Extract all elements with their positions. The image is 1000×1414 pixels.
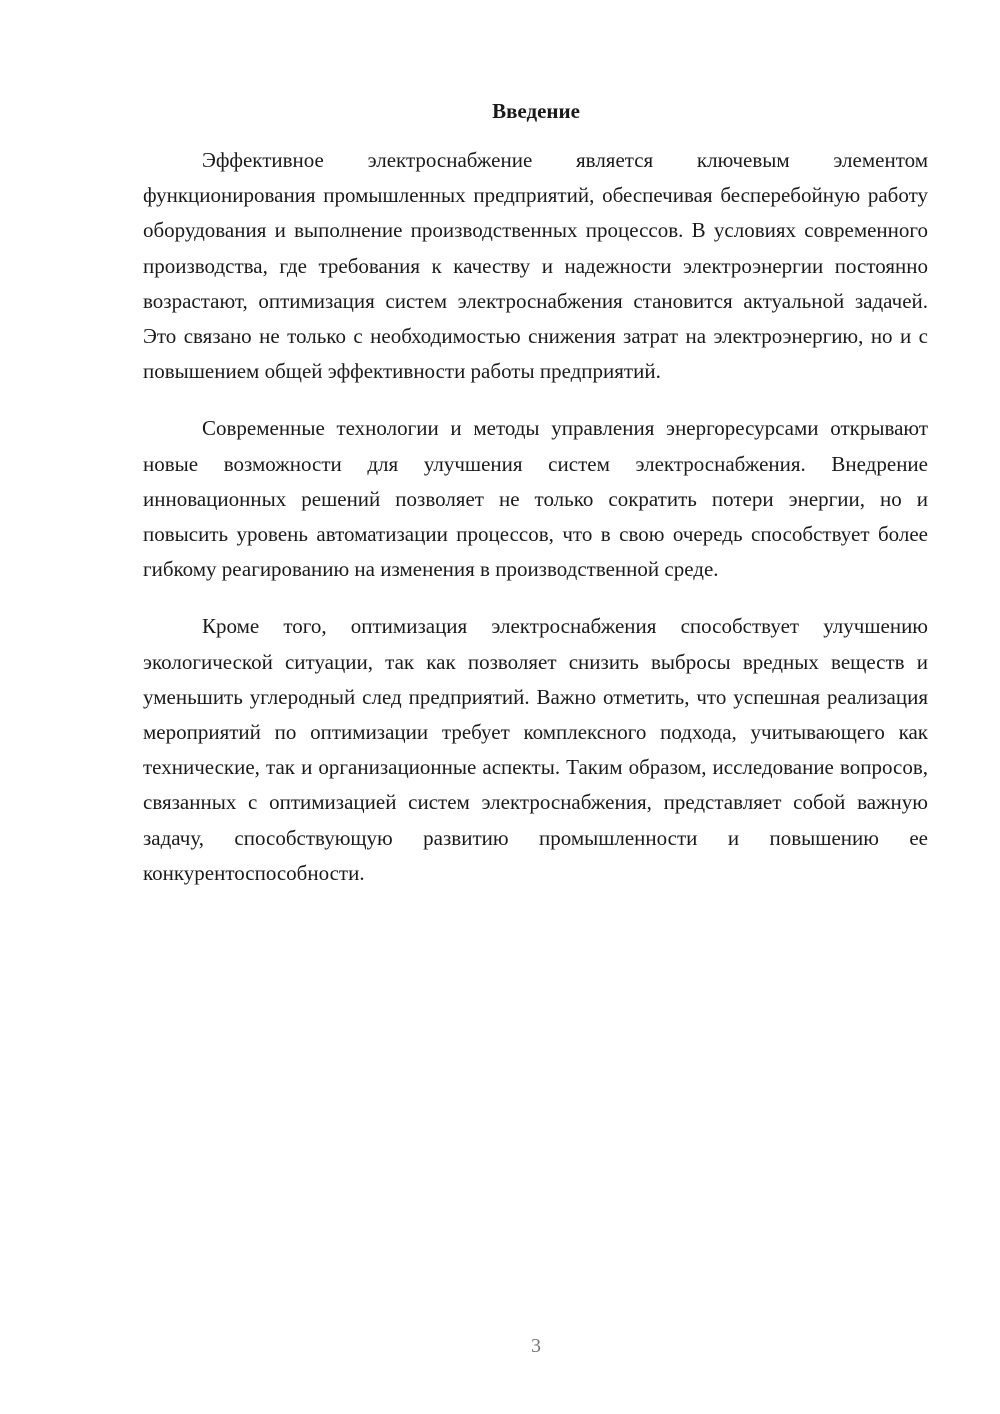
page-number: 3 (531, 1335, 541, 1357)
section-title: Введение (492, 99, 580, 123)
paragraph-3: Кроме того, оптимизация электроснабжения способствует улучшению экологической ситуации, так как позволяет снизить выбросы вредных веществ и уменьшить углеродный след предприятий. Важно отметить, что успешная реализация мероприятий по оптимизации требует комплексного подхода, учитывающего как технические, так и организационные аспекты. Таким образом, исследование вопросов, связанных с оптимизацией систем электроснабжения, представляет собой важную задачу, способствующую развитию промышленности и повышению ее конкурентоспособности. (143, 614, 928, 885)
paragraph-1: Эффективное электроснабжение является ключевым элементом функционирования промышленных предприятий, обеспечивая бесперебойную работу оборудования и выполнение производственных процессов. В условиях современного производства, где требования к качеству и надежности электроэнергии постоянно возрастают, оптимизация систем электроснабжения становится актуальной задачей. Это связано не только с необходимостью снижения затрат на электроэнергию, но и с повышением общей эффективности работы предприятий. (143, 148, 928, 384)
body-text (143, 143, 928, 913)
paragraph-2: Современные технологии и методы управления энергоресурсами открывают новые возможности для улучшения систем электроснабжения. Внедрение инновационных решений позволяет не только сократить потери энергии, но и повысить уровень автоматизации процессов, что в свою очередь способствует более гибкому реагированию на изменения в производственной среде. (143, 416, 928, 582)
